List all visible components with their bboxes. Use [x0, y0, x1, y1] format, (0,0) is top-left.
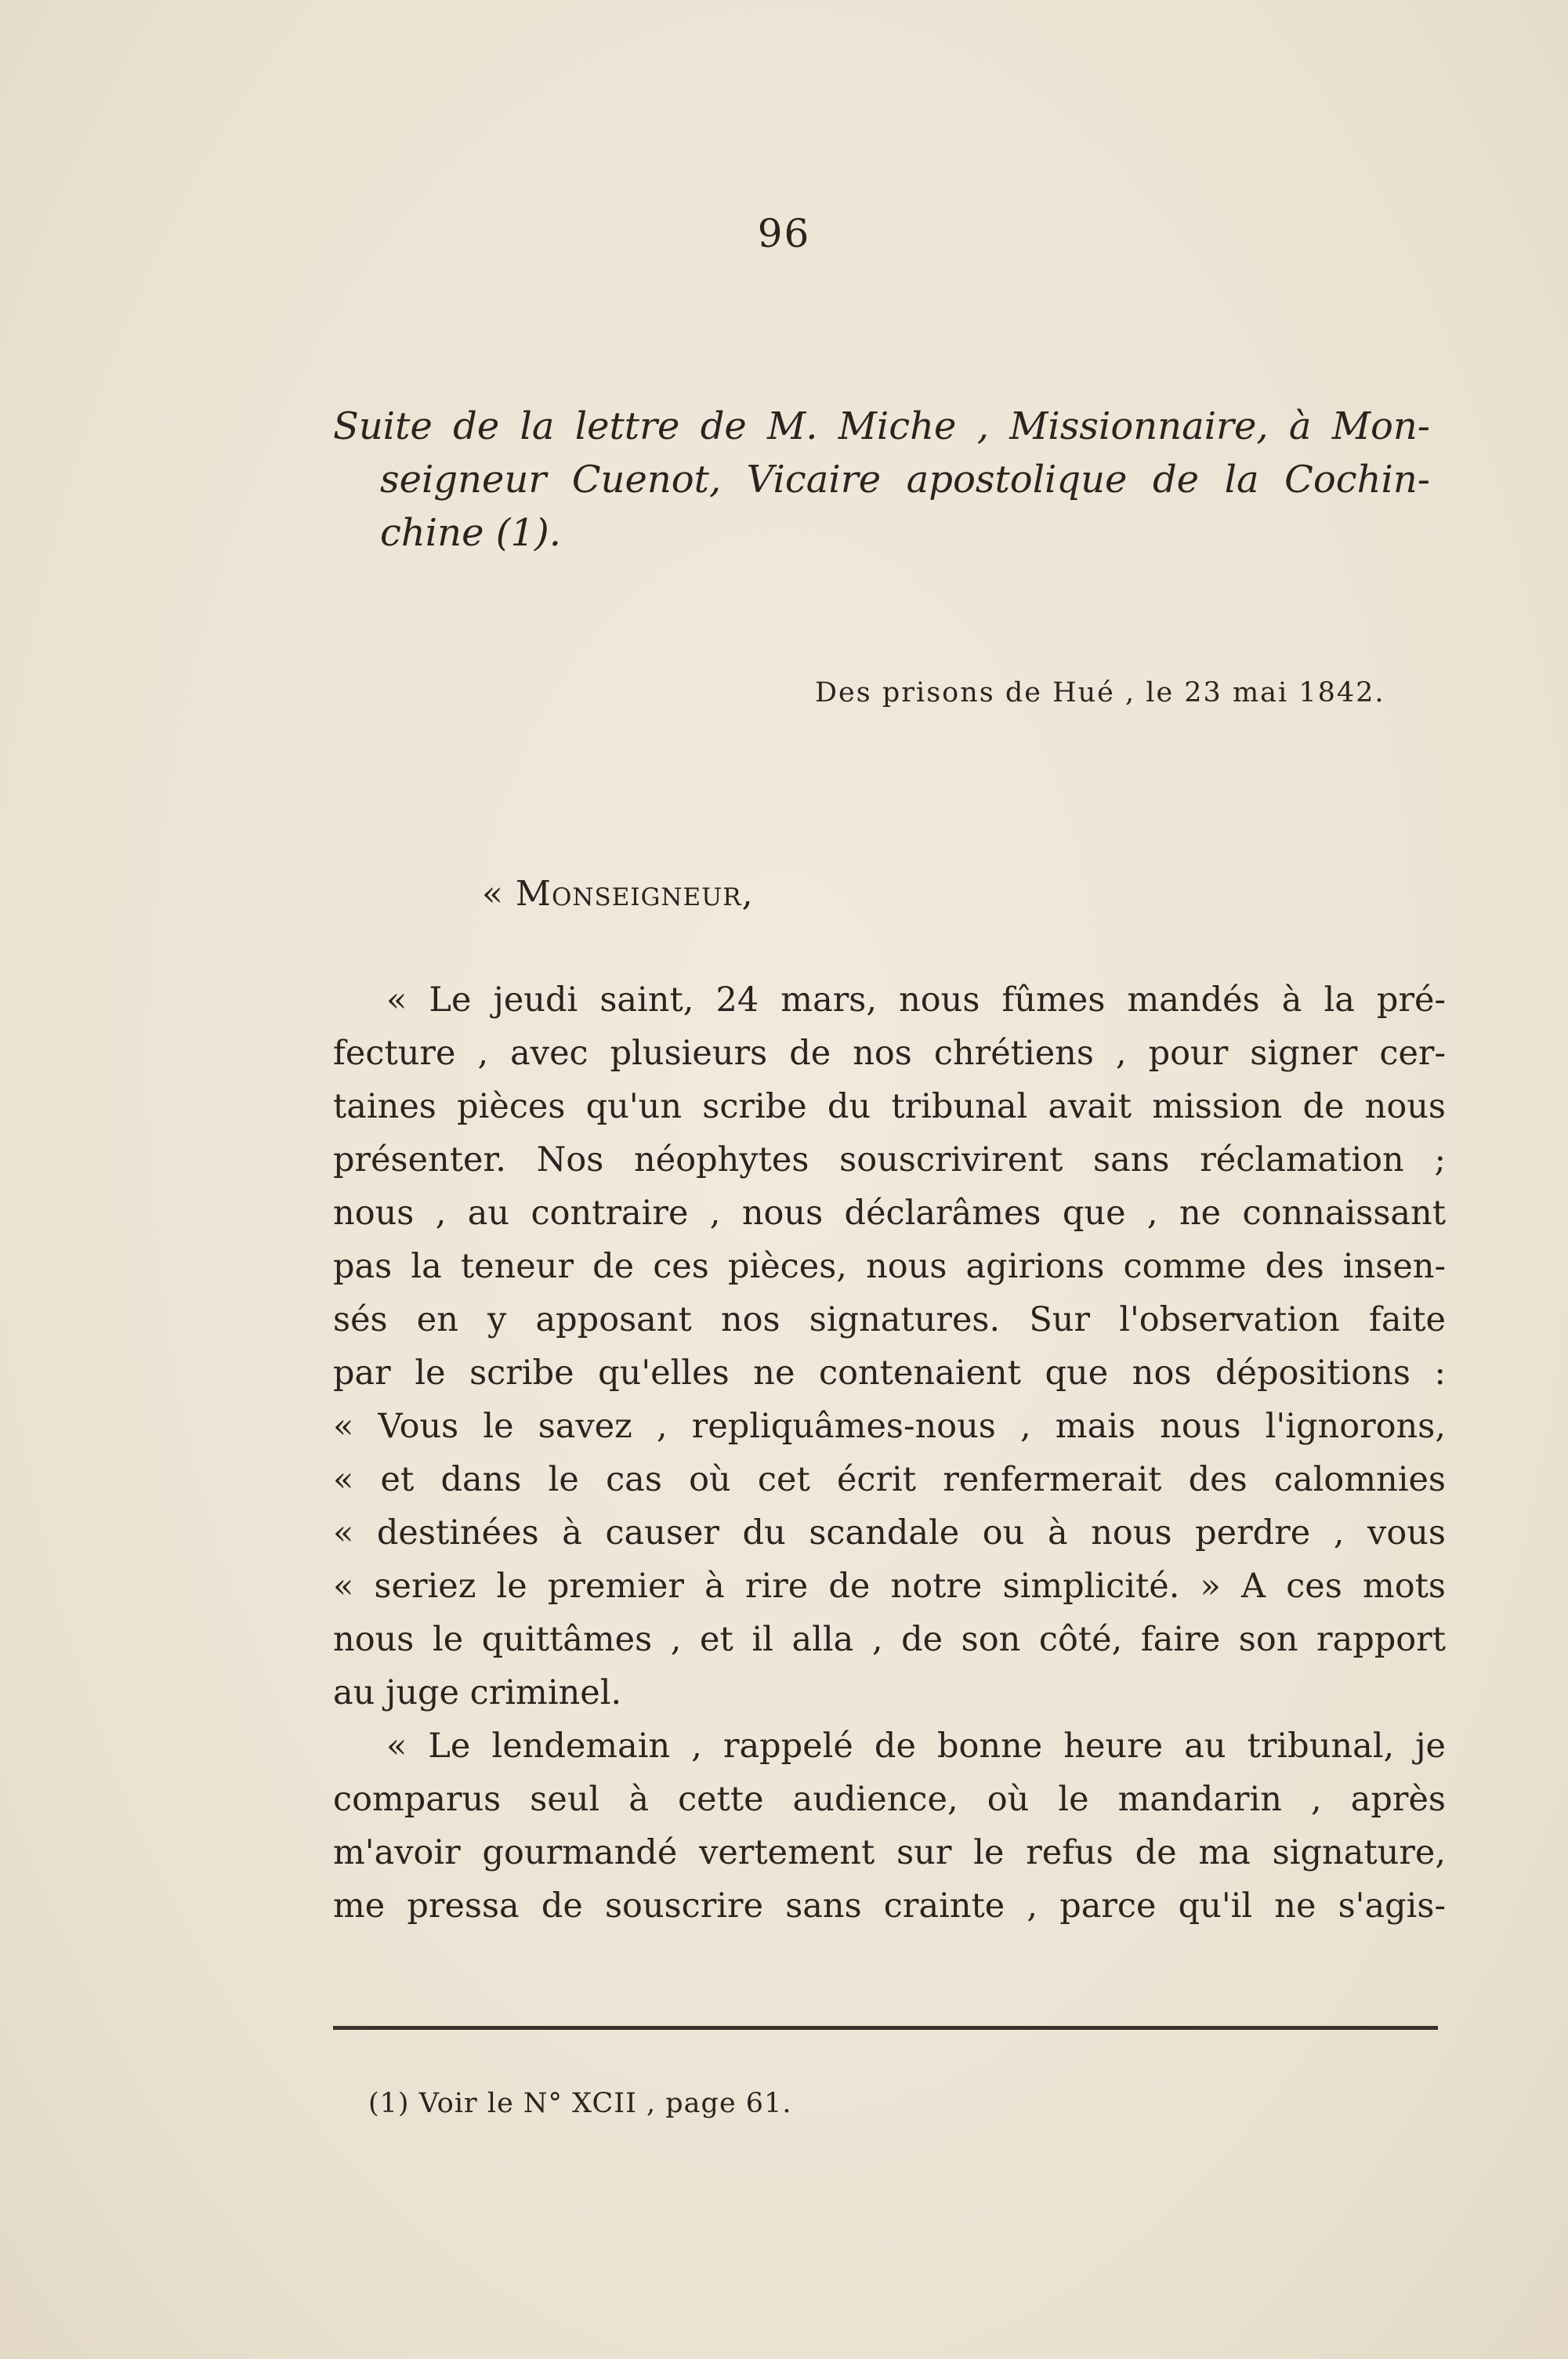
body-line: présenter. Nos néophytes souscrivirent sans réclamation ; — [333, 1140, 1446, 1180]
body-line: « Vous le savez , repliquâmes-nous , mais nous l'ignorons, — [333, 1407, 1446, 1446]
body-line: « et dans le cas où cet écrit renfermerait des calomnies — [333, 1460, 1446, 1499]
heading-line-2: seigneur Cuenot, Vicaire apostolique de la Cochin- — [380, 458, 1430, 502]
footnote: (1) Voir le N° XCII , page 61. — [368, 2088, 792, 2119]
letter-body — [333, 973, 1446, 1933]
heading-line-1: Suite de la lettre de M. Miche , Missionnaire, à Mon- — [333, 404, 1430, 448]
body-line: « destinées à causer du scandale ou à nous perdre , vous — [333, 1513, 1446, 1553]
body-line: par le scribe qu'elles ne contenaient que nos dépositions : — [333, 1353, 1446, 1393]
dateline: Des prisons de Hué , le 23 mai 1842. — [815, 677, 1385, 708]
body-line: m'avoir gourmandé vertement sur le refus de ma signature, — [333, 1833, 1446, 1872]
heading-line-3: chine (1). — [380, 511, 561, 555]
body-line: fecture , avec plusieurs de nos chrétiens , pour signer cer- — [333, 1034, 1446, 1073]
letter-heading — [333, 400, 1430, 560]
body-line: nous , au contraire , nous déclarâmes que , ne connaissant — [333, 1194, 1446, 1233]
body-line: « seriez le premier à rire de notre simplicité. » A ces mots — [333, 1567, 1446, 1606]
page-number: 96 — [757, 211, 811, 256]
body-line: « Le lendemain , rappelé de bonne heure au tribunal, je — [386, 1727, 1446, 1766]
footnote-divider — [333, 2026, 1438, 2030]
body-line: « Le jeudi saint, 24 mars, nous fûmes mandés à la pré- — [386, 980, 1446, 1020]
body-line: sés en y apposant nos signatures. Sur l'observation faite — [333, 1300, 1446, 1339]
salutation: « Monseigneur, — [482, 874, 754, 914]
body-line: au juge criminel. — [333, 1673, 622, 1712]
body-line: taines pièces qu'un scribe du tribunal avait mission de nous — [333, 1087, 1446, 1126]
body-line: pas la teneur de ces pièces, nous agirions comme des insen- — [333, 1247, 1446, 1286]
body-line: nous le quittâmes , et il alla , de son côté, faire son rapport — [333, 1620, 1446, 1659]
body-line: comparus seul à cette audience, où le mandarin , après — [333, 1780, 1446, 1819]
body-line: me pressa de souscrire sans crainte , parce qu'il ne s'agis- — [333, 1886, 1446, 1926]
